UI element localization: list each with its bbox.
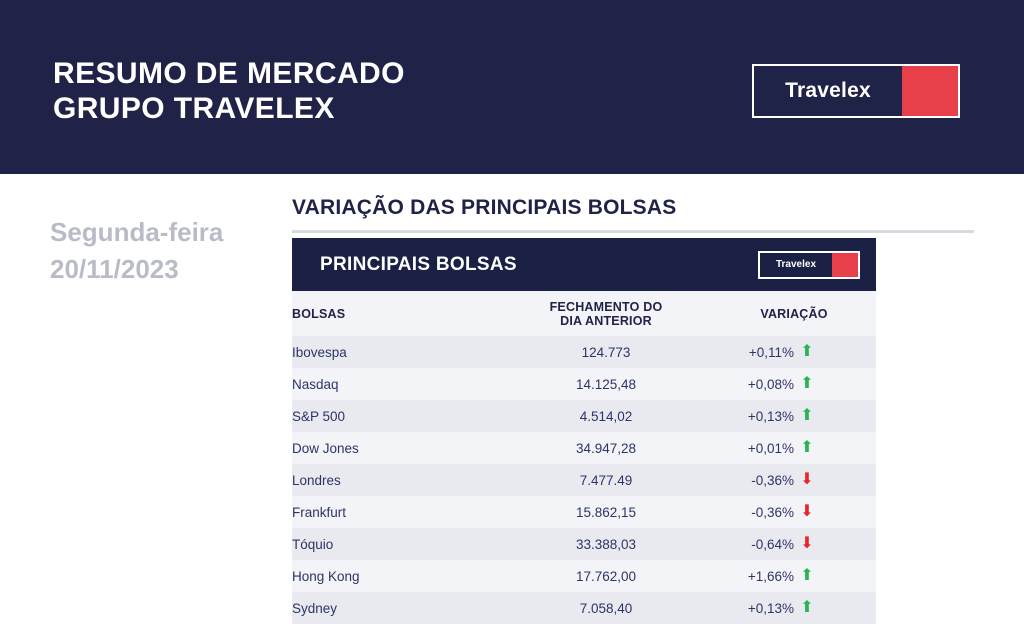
cell-market-name: Tóquio	[292, 528, 500, 560]
arrow-up-glyph: ⬆	[800, 343, 814, 361]
bolsas-card-header	[292, 238, 876, 291]
arrow-down-icon	[794, 496, 876, 528]
table-body	[292, 336, 876, 624]
bolsas-card	[292, 238, 876, 617]
cell-variation: +0,13%	[712, 592, 794, 624]
travelex-logo	[752, 64, 960, 118]
arrow-down-icon	[794, 528, 876, 560]
arrow-up-glyph: ⬆	[800, 407, 814, 425]
arrow-up-icon	[794, 368, 876, 400]
cell-variation: +0,01%	[712, 432, 794, 464]
table-row	[292, 464, 876, 496]
cell-market-name: S&P 500	[292, 400, 500, 432]
cell-variation: -0,64%	[712, 528, 794, 560]
travelex-logo-text: Travelex	[785, 79, 871, 102]
column-header-close	[500, 291, 712, 336]
arrow-up-glyph: ⬆	[800, 375, 814, 393]
cell-previous-close: 17.762,00	[500, 560, 712, 592]
cell-variation: +0,08%	[712, 368, 794, 400]
cell-market-name: Londres	[292, 464, 500, 496]
cell-previous-close: 124.773	[500, 336, 712, 368]
cell-previous-close: 4.514,02	[500, 400, 712, 432]
cell-previous-close: 7.058,40	[500, 592, 712, 624]
travelex-mini-logo-square	[832, 253, 858, 277]
section-divider	[292, 230, 974, 233]
cell-variation: -0,36%	[712, 464, 794, 496]
cell-market-name: Ibovespa	[292, 336, 500, 368]
cell-variation: +0,11%	[712, 336, 794, 368]
table-header-row	[292, 291, 876, 336]
travelex-mini-logo	[758, 251, 860, 279]
cell-market-name: Nasdaq	[292, 368, 500, 400]
arrow-up-icon	[794, 560, 876, 592]
header-banner	[0, 0, 1024, 174]
cell-previous-close: 15.862,15	[500, 496, 712, 528]
arrow-up-icon	[794, 400, 876, 432]
weekday-label: Segunda-feira	[50, 217, 224, 247]
cell-variation: +1,66%	[712, 560, 794, 592]
table-row	[292, 432, 876, 464]
table-row	[292, 400, 876, 432]
column-header-name: BOLSAS	[292, 307, 346, 321]
table-row	[292, 592, 876, 624]
table-row	[292, 528, 876, 560]
arrow-up-glyph: ⬆	[800, 439, 814, 457]
page-title-line2: GRUPO TRAVELEX	[53, 92, 335, 126]
arrow-down-glyph: ⬇	[800, 535, 814, 553]
bolsas-card-title: PRINCIPAIS BOLSAS	[320, 253, 517, 275]
cell-previous-close: 14.125,48	[500, 368, 712, 400]
arrow-up-icon	[794, 432, 876, 464]
table-row	[292, 368, 876, 400]
cell-market-name: Hong Kong	[292, 560, 500, 592]
page-title	[53, 56, 405, 127]
cell-variation: +0,13%	[712, 400, 794, 432]
cell-previous-close: 34.947,28	[500, 432, 712, 464]
travelex-logo-square	[902, 66, 958, 116]
bolsas-table	[292, 291, 876, 624]
arrow-up-glyph: ⬆	[800, 599, 814, 617]
arrow-up-glyph: ⬆	[800, 567, 814, 585]
column-header-close-line1: FECHAMENTO DO	[549, 300, 663, 314]
cell-previous-close: 7.477.49	[500, 464, 712, 496]
travelex-mini-logo-text: Travelex	[775, 259, 817, 270]
arrow-down-icon	[794, 464, 876, 496]
cell-previous-close: 33.388,03	[500, 528, 712, 560]
section-title: VARIAÇÃO DAS PRINCIPAIS BOLSAS	[292, 196, 677, 219]
table-row	[292, 496, 876, 528]
cell-market-name: Dow Jones	[292, 432, 500, 464]
arrow-down-glyph: ⬇	[800, 471, 814, 489]
cell-variation: -0,36%	[712, 496, 794, 528]
arrow-up-icon	[794, 592, 876, 624]
cell-market-name: Frankfurt	[292, 496, 500, 528]
date-label: 20/11/2023	[50, 253, 179, 284]
arrow-up-icon	[794, 336, 876, 368]
column-header-variation: VARIAÇÃO	[760, 307, 828, 321]
date-block	[50, 214, 270, 288]
column-header-close-line2: DIA ANTERIOR	[560, 314, 652, 328]
table-row	[292, 336, 876, 368]
arrow-down-glyph: ⬇	[800, 503, 814, 521]
table-row	[292, 560, 876, 592]
cell-market-name: Sydney	[292, 592, 500, 624]
page-title-line1: RESUMO DE MERCADO	[53, 57, 405, 90]
